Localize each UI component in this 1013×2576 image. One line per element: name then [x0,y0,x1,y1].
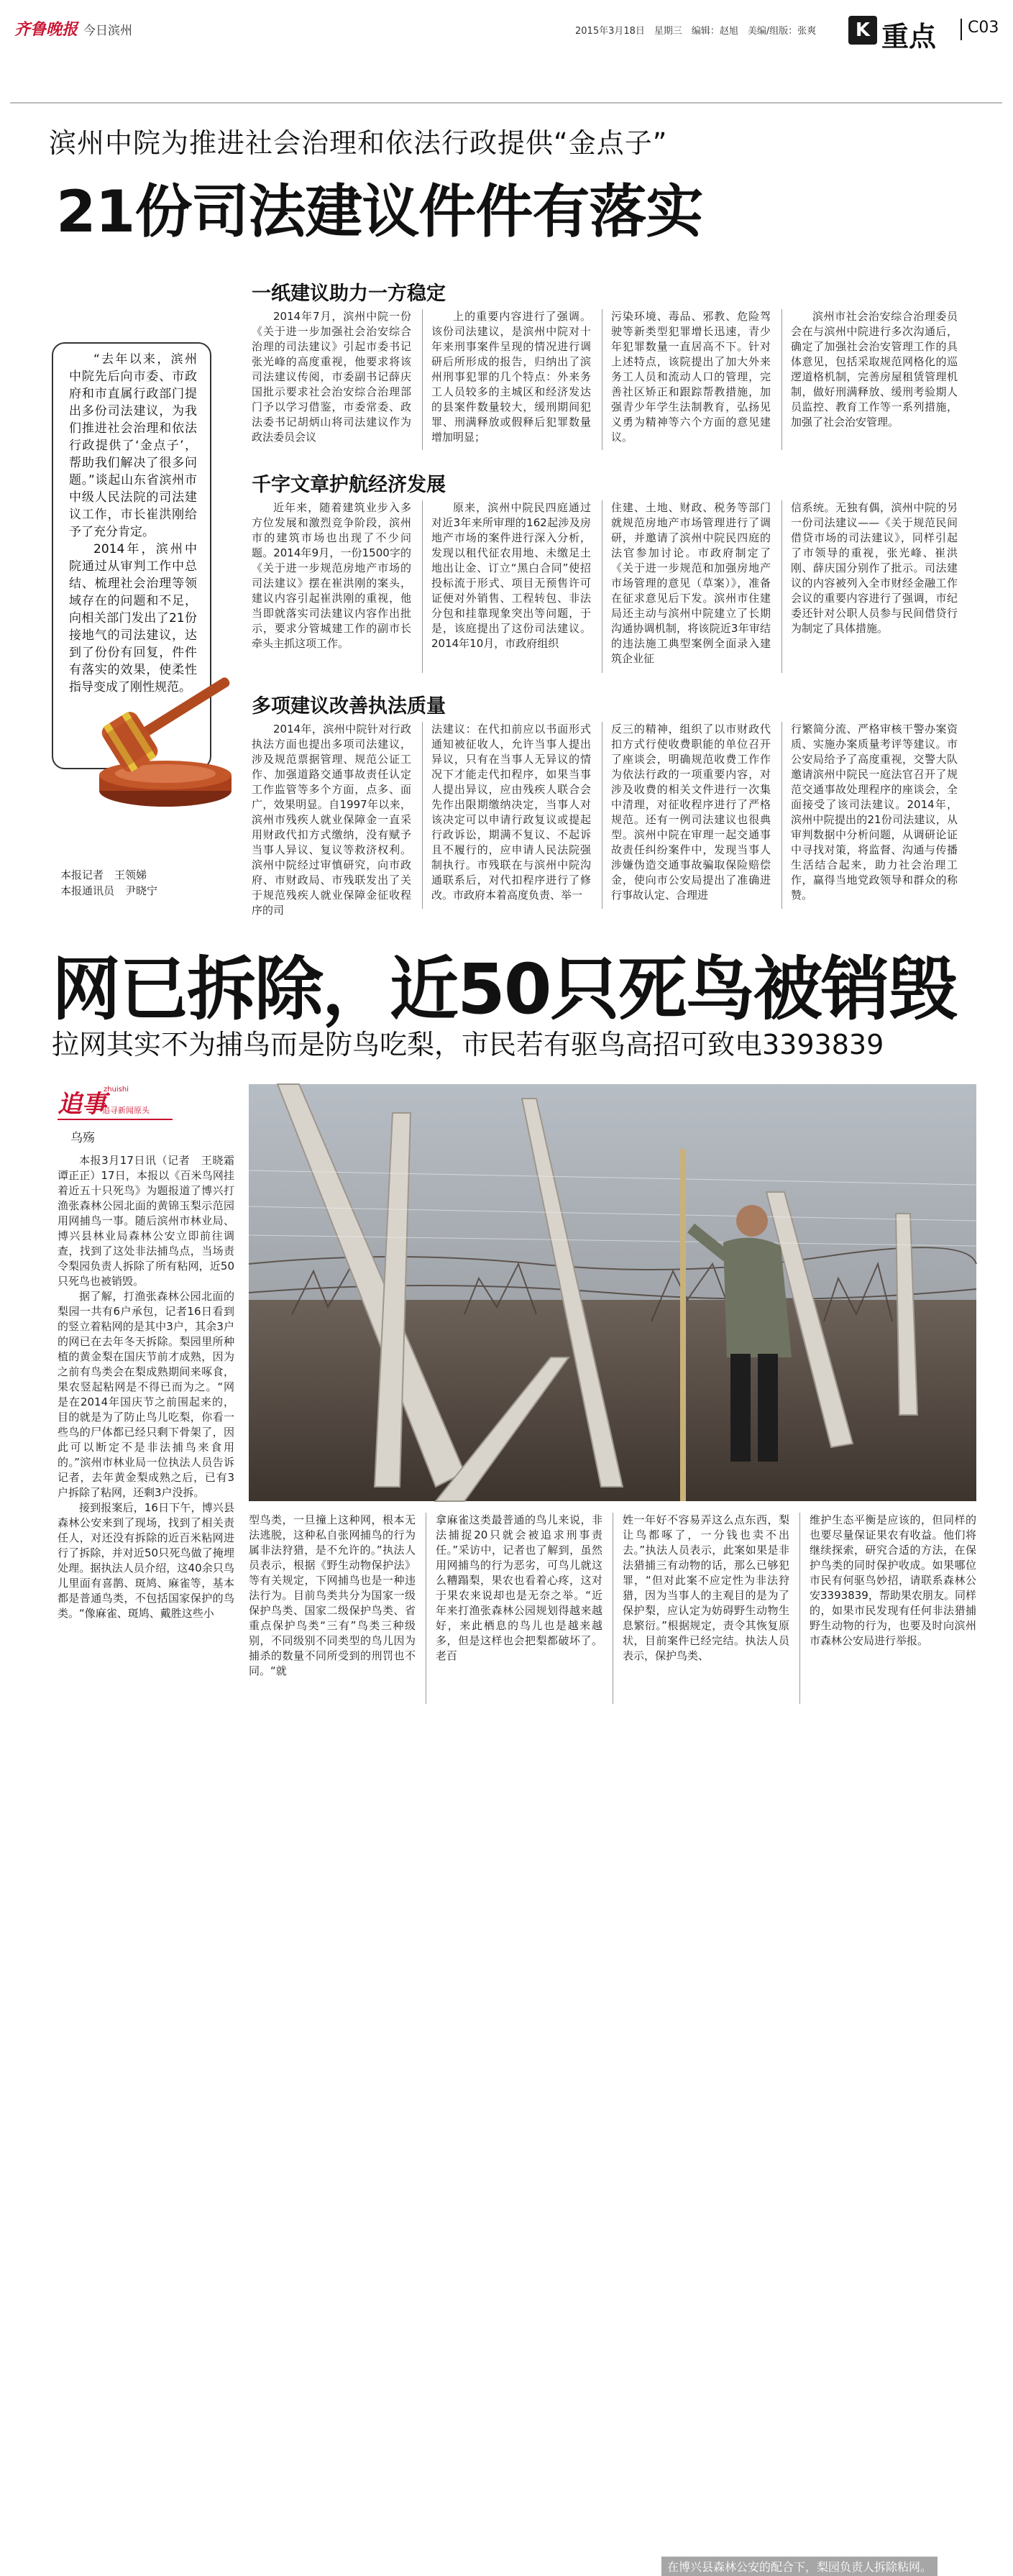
article-column [252,309,411,453]
badge-title: 追事 [58,1090,106,1119]
paragraph: 2014年，滨州中院针对行政执法方面也提出多项司法建议，涉及规范票据管理、规范公证工作、加强道路交通事故责任认定工作监管等多个方面，点多、面广，效果明显。自1997年以来，滨州市残疾人就业保障金一直采用财政代扣方式缴纳，没有赋予当事人异议、复议等救济权利。滨州中院经过审慎研究，向市政府、市财政局、市残联发出了关于规范残疾人就业保障金征收程序的司 [252,723,411,917]
article-column [431,722,591,912]
article-column [791,500,958,676]
article-column [252,500,411,676]
section-key-title: 重点 [881,21,937,52]
article-column [791,722,958,912]
paragraph: 污染环境、毒品、邪教、危险驾驶等新类型犯罪增长迅速，青少年犯罪数量一直居高不下。针对上述特点，该院提出了加大外来务工人员和流动人口的管理，完善社区矫正和跟踪帮教措施，加强青少年学生法制教育，弘扬见义勇为精神等六个方面的意见建议。 [611,310,771,444]
byline-correspondent: 本报通讯员 尹晓宁 [60,884,158,897]
article2-deck: 拉网其实不为捕鸟而是防鸟吃梨，市民若有驱鸟高招可致电3393839 [52,1029,884,1060]
issue-meta: 2015年3月18日 星期三 编辑：赵旭 美编/组版：张爽 [575,26,817,37]
paragraph: 接到报案后，16日下午，博兴县森林公安来到了现场，找到了相关责任人，对还没有拆除的近百米粘网进行了拆除，并对近50只死鸟做了掩埋处理。据执法人员介绍，这40余只鸟儿里面有喜鹊、斑鸠、麻雀等，基本都是普通鸟类，不包括国家保护的鸟类。“像麻雀、斑鸠、戴胜这些小 [58,1501,234,1620]
paragraph: 姓一年好不容易弄这么点东西，梨让鸟都啄了，一分钱也卖不出去。”执法人员表示，此案如果是非法猎捕三有动物的话，那么已够犯罪，“但对此案不应定性为非法狩猎，因为当事人的主观目的是为了保护梨，应认定为妨碍野生动物生息繁衍。”根据规定，责令其恢复原状，目前案件已经完结。执法人员表示，保护鸟类、 [623,1513,789,1662]
quote-paragraph: “去年以来，滨州中院先后向市委、市政府和市直属行政部门提出多份司法建议，为我们推进社会治理和依法行政提供了‘金点子’，帮助我们解决了很多问题。”谈起山东省滨州市中级人民法院的司法建议工作，市长崔洪刚给予了充分肯定。 [69,352,197,539]
article-column [611,500,771,676]
article-column [623,1513,789,1707]
paragraph: 本报3月17日讯（记者 王晓霜 谭正正）17日，本报以《百米鸟网挂着近五十只死鸟》为题报道了博兴打渔张森林公园北面的黄锦玉梨示范园用网捕鸟一事。随后滨州市林业局、博兴县林业局森林公安立即前往调查，找到了这处非法捕鸟点，当场责令梨园负责人拆除了所有粘网，近50只死鸟也被销毁。 [58,1154,246,1288]
badge-pinyin: zhuishi [104,1086,129,1094]
paragraph: 拿麻雀这类最普通的鸟儿来说，非法捕捉20只就会被追求刑事责任。”采访中，记者也了解到，虽然用网捕鸟的行为恶劣，可鸟儿就这么糟蹋梨，果农也看着心疼，这对于果农来说却也是无奈之举。“近年来打渔张森林公园规划得越来越好，来此栖息的鸟儿也是越来越多，但是这样也会把梨都破坏了。老百 [436,1513,602,1662]
paragraph: 信系统。无独有偶，滨州中院的另一份司法建议——《关于规范民间借贷市场的司法建议》，同样引起了市领导的重视，张光峰、崔洪刚、薛庆国分别作了批示。司法建议的内容被列入全市财经金融工作会议的重要内容进行了强调，市纪委还针对公职人员参与民间借贷行为制定了具体措施。 [791,501,958,635]
article-column [436,1513,602,1707]
photo-caption: 在博兴县森林公安的配合下，梨园负责人拆除粘网。 [661,2557,938,2576]
column-rule [799,1513,800,1704]
column-rule [422,722,423,909]
column-rule [422,309,423,450]
byline-reporter: 本报记者 王领娣 [60,868,147,881]
article-column [810,1513,976,1707]
paragraph: 反三的精神，组织了以市财政代扣方式行使收费职能的单位召开了座谈会，明确规范收费工作作为依法行政的一项重要内容，对涉及收费的相关文件进行一次集中清理，对征收程序进行了严格规范。还有一例司法建议也很典型。滨州中院在审理一起交通事故责任纠纷案件中，发现当事人涉嫌伪造交通事故骗取保险赔偿金，使向市公安局提出了准确进行事故认定、合理进 [611,723,771,902]
article2-headline: 网已拆除，近50只死鸟被销毁 [52,949,956,1030]
column-rule [781,309,782,450]
article-column [431,500,591,676]
paragraph: 维护生态平衡是应该的，但同样的也要尽量保证果农有收益。他们将继续探索，研究合适的方法，在保护鸟类的同时保护收成。如果哪位市民有何驱鸟妙招，请联系森林公安3393839，帮助果农朋友。同样的，如果市民发现有任何非法猎捕野生动物的行为，也要及时向滨州市森林公安局进行举报。 [810,1513,976,1647]
paragraph: 滨州市社会治安综合治理委员会在与滨州中院进行多次沟通后，确定了加强社会治安管理工作的具体意见，包括采取规范网格化的巡逻道格机制，完善房屋租赁管理机制，做好刑满释放、缓刑考验期人员监控、教育工作等一系列措施，加强了社会治安管理。 [791,310,958,428]
paragraph: 2014年7月，滨州中院一份《关于进一步加强社会治安综合治理的司法建议》引起市委书记张光峰的高度重视，他要求将该司法建议传阅，市委副书记薛庆国批示要求社会治安综合治理部门予以学习借鉴，市委常委、政法委书记胡炳山将司法建议作为政法委员会议 [252,310,411,444]
article-column [58,1153,246,1707]
paragraph: 住建、土地、财政、税务等部门就规范房地产市场管理进行了调研，并邀请了滨州中院民四庭的法官参加讨论。市政府制定了《关于进一步规范和加强房地产市场管理的意见（草案）》，准备在征求意见后下发。滨州市住建局还主动与滨州中院建立了长期沟通协调机制，将该院近3年审结的违法施工典型案例全面录入建筑企业征 [611,501,771,665]
article-column [611,722,771,912]
badge-subtitle: 追寻新闻原头 [102,1106,150,1115]
section-title: 多项建议改善执法质量 [252,695,446,718]
paragraph: 上的重要内容进行了强调。该份司法建议，是滨州中院对十年来刑事案件呈现的情况进行调研后所形成的报告，归纳出了滨州刑事犯罪的几个特点：外来务工人员较多的主城区和经济发达的县案件数量较大，缓刑期间犯罪、刑满释放或假释后犯罪数量增加明显； [431,310,591,444]
key-badge-icon: K [848,16,877,45]
article1-headline: 21份司法建议件件有落实 [56,178,703,245]
masthead [14,10,999,50]
article-column [611,309,771,453]
article-column [252,722,411,917]
column-badge [58,1084,173,1120]
section-name: 今日滨州 [83,24,132,38]
section-title: 千字文章护航经济发展 [252,474,446,496]
column-rule [422,500,423,673]
article-column [249,1513,416,1707]
orchard-photo [249,1084,976,1501]
quote-paragraph: 2014年，滨州中院通过从审判工作中总结、梳理社会治理等领域存在的问题和不足，向相关部门发出了21份接地气的司法建议，达到了份份有回复，件件有落实的效果，使柔性指导变成了刚性规范。 [69,542,197,695]
gavel-icon [86,669,259,820]
article1-kicker: 滨州中院为推进社会治理和依法行政提供“金点子” [49,127,668,159]
paragraph: 行繁简分流、严格审核干警办案资质、实施办案质量考评等建议。市公安局给予了高度重视，交警大队邀请滨州中院民一庭法官召开了规范交通事故处理程序的座谈会，全面接受了该司法建议。2014年，滨州中院提出的21份司法建议，从审判数据中分析问题，从调研论证中寻找对策，将监督、沟通与传播生活结合起来，助力社会治理工作，赢得当地党政领导和群众的称赞。 [791,723,958,902]
column-rule [781,500,782,673]
paragraph: 法建议：在代扣前应以书面形式通知被征收人，允许当事人提出异议，只有在当事人无异议的情况下才能走代扣程序，如果当事人提出异议，应由残疾人联合会先作出限期缴纳决定，当事人对该决定可以申请行政复议或提起行政诉讼，期满不复议、不起诉且不履行的，应申请人民法院强制执行。市残联在与滨州中院沟通联系后，对代扣程序进行了修改。市政府本着高度负责、举一 [431,723,591,902]
paragraph: 据了解，打渔张森林公园北面的梨园一共有6户承包，记者16日看到的竖立着粘网的是其中3户，其余3户的网已在去年冬天拆除。梨园里所种植的黄金梨在国庆节前才成熟，因为之前有鸟类会在梨成熟期间来啄食，果农竖起粘网是不得已而为之。“网是在2014年国庆节之前围起来的，目的就是为了防止鸟儿吃梨，你看一些鸟的尸体都已经只剩下骨架了，因此可以断定不是非法捕鸟来食用的。”滨州市林业局一位执法人员告诉记者，去年黄金梨成熟之后，已有3户拆除了粘网，还剩3户没拆。 [58,1290,234,1499]
quote-text [69,351,197,696]
story-tag: 乌殇 [70,1131,95,1145]
paragraph: 近年来，随着建筑业步入多方位发展和激烈竞争阶段，滨州市的建筑市场也出现了不少问题。2014年9月，一份1500字的《关于进一步规范房地产市场的司法建议》摆在崔洪刚的案头，建议内容引起崔洪刚的重视，他当即就落实司法建议内容作出批示，要求分管城建工作的副市长牵头主抓这项工作。 [252,501,411,650]
newspaper-brand: 齐鲁晚报 [14,20,78,39]
column-rule [781,722,782,909]
article-column [431,309,591,453]
header-divider [10,102,1002,104]
article-column [791,309,958,453]
section-title: 一纸建议助力一方稳定 [252,283,446,305]
paragraph: 原来，滨州中院民四庭通过对近3年来所审理的162起涉及房地产市场的案件进行深入分析，发现以租代征农用地、未缴足土地出让金、订立“黑白合同”使招投标流于形式、项目无预售许可证便对外销售、工程转包、非法分包和挂靠现象突出等问题，于是，该庭提出了这份司法建议。2014年10月，市政府组织 [431,501,591,650]
paragraph: 型鸟类，一旦撞上这种网，根本无法逃脱，这种私自张网捕鸟的行为属非法狩猎，是不允许的。”执法人员表示，根据《野生动物保护法》等有关规定，下网捕鸟也是一种违法行为。目前鸟类共分为国家一级保护鸟类、国家二级保护鸟类、省重点保护鸟类“三有”鸟类三种级别，不同级别不同类型的鸟儿因为捕杀的数量不同所受到的刑罚也不同。“就 [249,1513,416,1677]
page-number: C03 [961,19,999,40]
